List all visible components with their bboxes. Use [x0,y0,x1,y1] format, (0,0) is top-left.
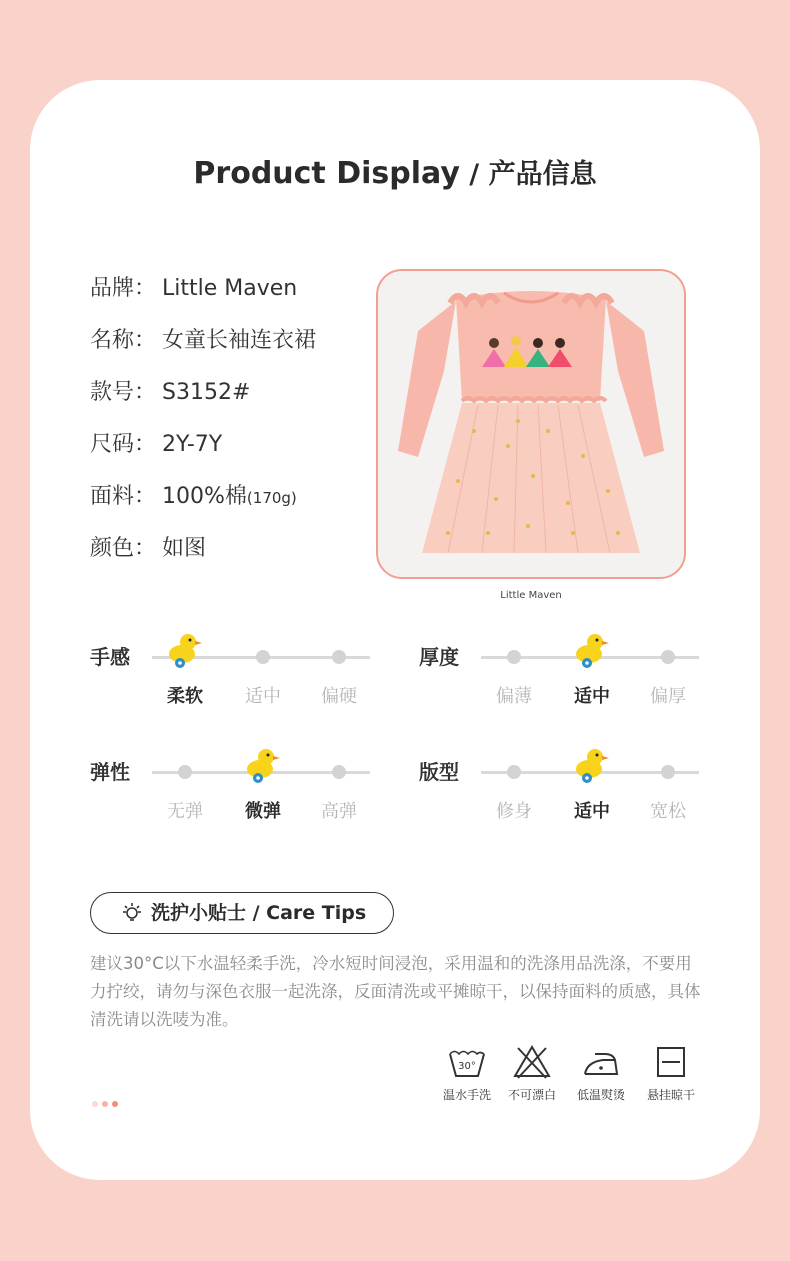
scale-option: 修身 [496,801,532,822]
product-info [90,272,316,584]
scale-dot [332,650,346,664]
care-label: 温水手洗 [442,1088,491,1102]
info-key: 面料： [90,484,157,509]
info-value: 女童长袖连衣裙 [162,328,317,353]
pagination-dots [92,1092,122,1111]
scale-dot [256,650,270,664]
care-symbol-low-iron [566,1044,636,1103]
info-key: 尺码： [90,432,157,457]
scale-dot [507,650,521,664]
scale-dot [507,765,521,779]
photo-caption: Little Maven [500,590,562,601]
attribute-thickness [419,642,749,722]
info-key: 品牌： [90,276,157,301]
info-note: (170g) [246,489,297,507]
scale-dot [661,765,675,779]
duck-icon [573,630,611,670]
scale-dot [661,650,675,664]
scale-option-selected: 柔软 [167,686,203,707]
care-label: 低温熨烫 [576,1088,625,1102]
scale-option: 适中 [245,686,281,707]
info-key: 颜色： [90,536,157,561]
low-iron-icon [581,1044,621,1080]
info-value: S3152# [162,380,251,405]
info-value: 如图 [162,536,207,561]
attribute-name: 版型 [419,760,459,784]
scale-option: 高弹 [321,801,357,822]
no-bleach-icon [512,1044,552,1080]
care-symbols [432,1044,712,1114]
duck-icon [573,745,611,785]
scale-option-selected: 适中 [574,801,610,822]
care-label: 不可漂白 [507,1088,556,1102]
duck-icon [244,745,282,785]
info-row-name [90,324,316,376]
info-row-size [90,428,316,480]
wash-temp: 30° [458,1061,476,1072]
product-photo [376,269,686,579]
scale-option-selected: 微弹 [245,801,281,822]
dot [92,1101,98,1107]
info-value: 2Y-7Y [162,432,223,457]
scale-option: 无弹 [167,801,203,822]
scale-option: 偏硬 [321,686,357,707]
scale-dot [332,765,346,779]
attribute-hand-feel [90,642,420,722]
care-tips-pill [90,892,394,934]
info-value: 100%棉 [162,484,247,509]
info-row-brand [90,272,316,324]
scale-option: 宽松 [650,801,686,822]
info-value: Little Maven [162,276,298,301]
care-symbol-hang-dry [636,1044,706,1103]
lightbulb-icon [121,902,143,924]
care-symbol-no-bleach [497,1044,567,1103]
dot [102,1101,108,1107]
title-separator: / [459,159,489,190]
info-row-fabric [90,480,316,532]
scale-option: 偏薄 [496,686,532,707]
attribute-fit [419,757,749,837]
duck-icon [166,630,204,670]
attribute-name: 厚度 [419,645,459,669]
care-tips-text: 建议30°C以下水温轻柔手洗，冷水短时间浸泡，采用温和的洗涤用品洗涤，不要用力拧绞，请勿与深色衣服一起洗涤，反面清洗或平摊晾干，以保持面料的质感，具体清洗请以洗唛为准。 [90,954,701,1029]
info-row-style-no [90,376,316,428]
title-en: Product Display [193,156,460,191]
info-key: 款号： [90,380,157,405]
hang-dry-icon [651,1044,691,1080]
dot [112,1101,118,1107]
title-zh: 产品信息 [488,159,597,190]
scale-option-selected: 适中 [574,686,610,707]
dress-illustration [378,271,684,577]
page-title [0,152,790,191]
info-row-color [90,532,316,584]
attribute-elasticity [90,757,420,837]
hand-wash-icon [447,1044,487,1080]
scale-dot [178,765,192,779]
care-symbol-hand-wash [432,1044,502,1103]
care-tips-label: 洗护小贴士 / Care Tips [151,902,367,924]
care-label: 悬挂晾干 [646,1088,695,1102]
attribute-name: 手感 [90,645,130,669]
attribute-name: 弹性 [90,760,130,784]
scale-option: 偏厚 [650,686,686,707]
info-key: 名称： [90,328,157,353]
